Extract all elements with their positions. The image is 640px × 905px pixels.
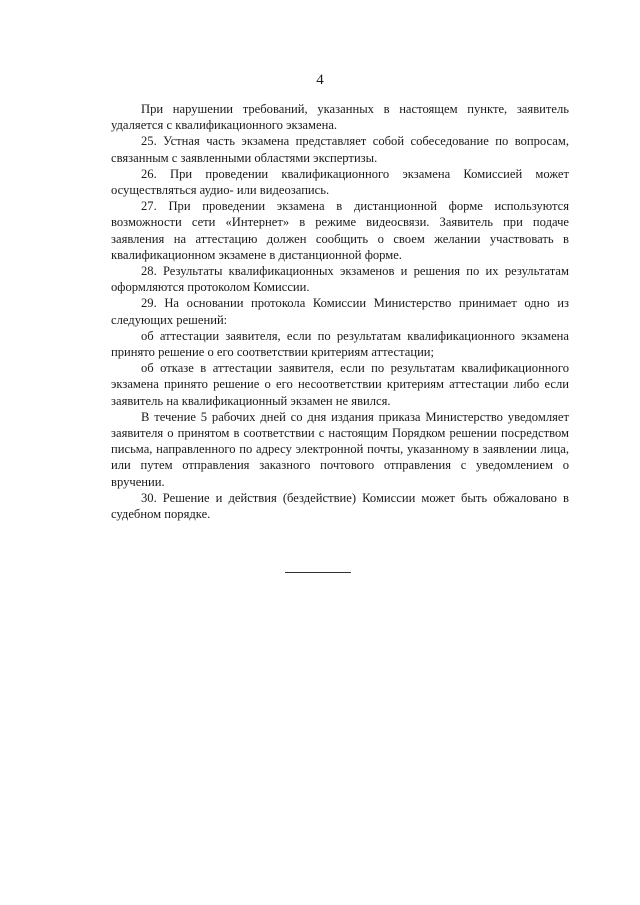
paragraph-decision-refusal: об отказе в аттестации заявителя, если по результатам квалификационного экзамена принято решение о его несоответствии критериям аттестации либо если заявитель на квалификационный экзамен не явился. xyxy=(111,361,569,408)
paragraph-26-recording: 26. При проведении квалификационного экзамена Комиссией может осуществляться аудио- или видеозапись. xyxy=(111,166,569,198)
paragraph-27-remote-exam: 27. При проведении экзамена в дистанционной форме используются возможности сети «Интернет» в режиме видеосвязи. Заявитель при подаче заявления на аттестацию должен сообщить о своем желании участвовать в квалификационном экзамене в дистанционной форме. xyxy=(111,199,569,262)
paragraph-exam-violation: При нарушении требований, указанных в настоящем пункте, заявитель удаляется с квалификационного экзамена. xyxy=(111,102,569,133)
paragraph-30-appeal: 30. Решение и действия (бездействие) Комиссии может быть обжаловано в судебном порядке. xyxy=(111,490,569,522)
paragraph-25-oral-part: 25. Устная часть экзамена представляет собой собеседование по вопросам, связанным с заявленными областями экспертизы. xyxy=(111,134,569,165)
paragraph-29-decisions: 29. На основании протокола Комиссии Министерство принимает одно из следующих решений: xyxy=(111,296,569,327)
paragraph-notification: В течение 5 рабочих дней со дня издания приказа Министерство уведомляет заявителя о принятом в соответствии с настоящим Порядком решении посредством письма, направленного по адресу электронной почты, указанному в заявлении лица, или путем отправления заказного почтового отправления с уведомлением о вручении. xyxy=(111,409,569,489)
paragraph-decision-attestation: об аттестации заявителя, если по результатам квалификационного экзамена принято решение о его соответствии критериям аттестации; xyxy=(111,328,569,360)
document-body xyxy=(111,101,569,522)
end-divider xyxy=(285,572,351,573)
paragraph-28-results: 28. Результаты квалификационных экзаменов и решения по их результатам оформляются протоколом Комиссии. xyxy=(111,264,569,295)
page-number: 4 xyxy=(316,72,324,88)
